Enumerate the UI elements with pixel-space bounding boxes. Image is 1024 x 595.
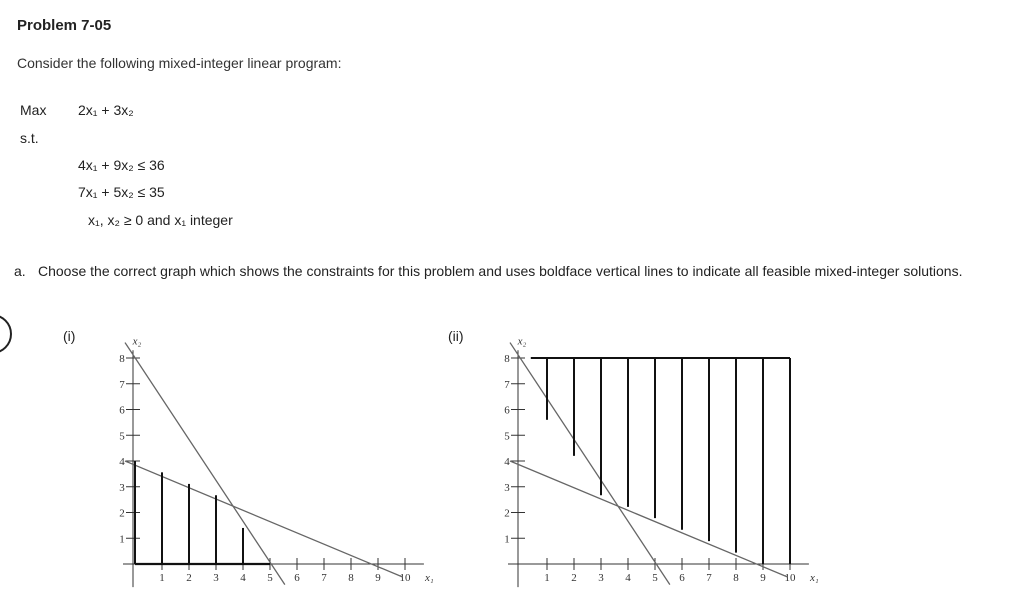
y-tick-label: 8 [119, 353, 125, 365]
constraint-line-2 [125, 461, 402, 577]
x-tick-label: 3 [598, 572, 604, 584]
y-tick-label: 5 [119, 430, 125, 443]
x-tick-label: 2 [571, 572, 577, 584]
question-text: Choose the correct graph which shows the constraints for this problem and uses boldface vertical lines to indicate all feasible mixed-integer solutions. [38, 263, 963, 279]
graph-option-i[interactable] [0, 334, 440, 595]
x-tick-label: 1 [159, 572, 165, 584]
x-tick-label: 10 [399, 572, 411, 584]
constraint-2: 7x₁ + 5x₂ ≤ 35 [78, 184, 165, 200]
y-tick-label: 5 [504, 430, 510, 443]
y-tick-label: 2 [504, 507, 510, 520]
x-tick-label: 6 [294, 572, 300, 584]
x-tick-label: 8 [733, 572, 739, 584]
x-tick-label: 5 [267, 572, 273, 584]
y-tick-label: 7 [504, 378, 510, 391]
x-tick-label: 6 [679, 572, 685, 584]
y-tick-label: 2 [119, 507, 125, 520]
y-axis-label: x₂ [132, 335, 142, 348]
objective-label: Max [20, 102, 47, 118]
x-axis-label: x₁ [809, 572, 819, 584]
x-tick-label: 3 [213, 572, 219, 584]
y-tick-label: 3 [119, 481, 125, 494]
x-tick-label: 7 [706, 572, 712, 584]
y-tick-label: 6 [119, 404, 125, 417]
constraint-line-1 [510, 343, 670, 585]
constraint-nonnegativity: x₁, x₂ ≥ 0 and x₁ integer [88, 212, 233, 228]
graph-option-ii[interactable] [385, 334, 825, 595]
question-number: a. [14, 263, 26, 279]
option-ii-label[interactable]: (ii) [448, 328, 464, 344]
x-tick-label: 10 [784, 572, 796, 584]
y-tick-label: 4 [119, 456, 125, 468]
x-tick-label: 9 [375, 572, 381, 584]
constraint-1: 4x₁ + 9x₂ ≤ 36 [78, 157, 165, 173]
objective-function: 2x₁ + 3x₂ [78, 102, 134, 118]
x-tick-label: 4 [625, 572, 631, 584]
y-tick-label: 8 [504, 353, 510, 365]
x-tick-label: 2 [186, 572, 192, 584]
y-tick-label: 4 [504, 456, 510, 468]
y-tick-label: 7 [119, 378, 125, 391]
x-axis-label: x₁ [424, 572, 434, 584]
constraint-line-1 [125, 343, 285, 585]
x-tick-label: 5 [652, 572, 658, 584]
y-tick-label: 3 [504, 481, 510, 494]
x-tick-label: 9 [760, 572, 766, 584]
y-tick-label: 6 [504, 404, 510, 417]
y-axis-label: x₂ [517, 335, 527, 348]
option-i-label[interactable]: (i) [63, 328, 76, 344]
constraint-line-2 [510, 461, 787, 577]
y-tick-label: 1 [119, 533, 125, 546]
x-tick-label: 4 [240, 572, 246, 584]
subject-to-label: s.t. [20, 130, 39, 146]
x-tick-label: 7 [321, 572, 327, 584]
y-tick-label: 1 [504, 533, 510, 546]
x-tick-label: 8 [348, 572, 354, 584]
problem-intro: Consider the following mixed-integer linear program: [17, 55, 342, 71]
problem-title: Problem 7-05 [17, 17, 112, 34]
x-tick-label: 1 [544, 572, 550, 584]
